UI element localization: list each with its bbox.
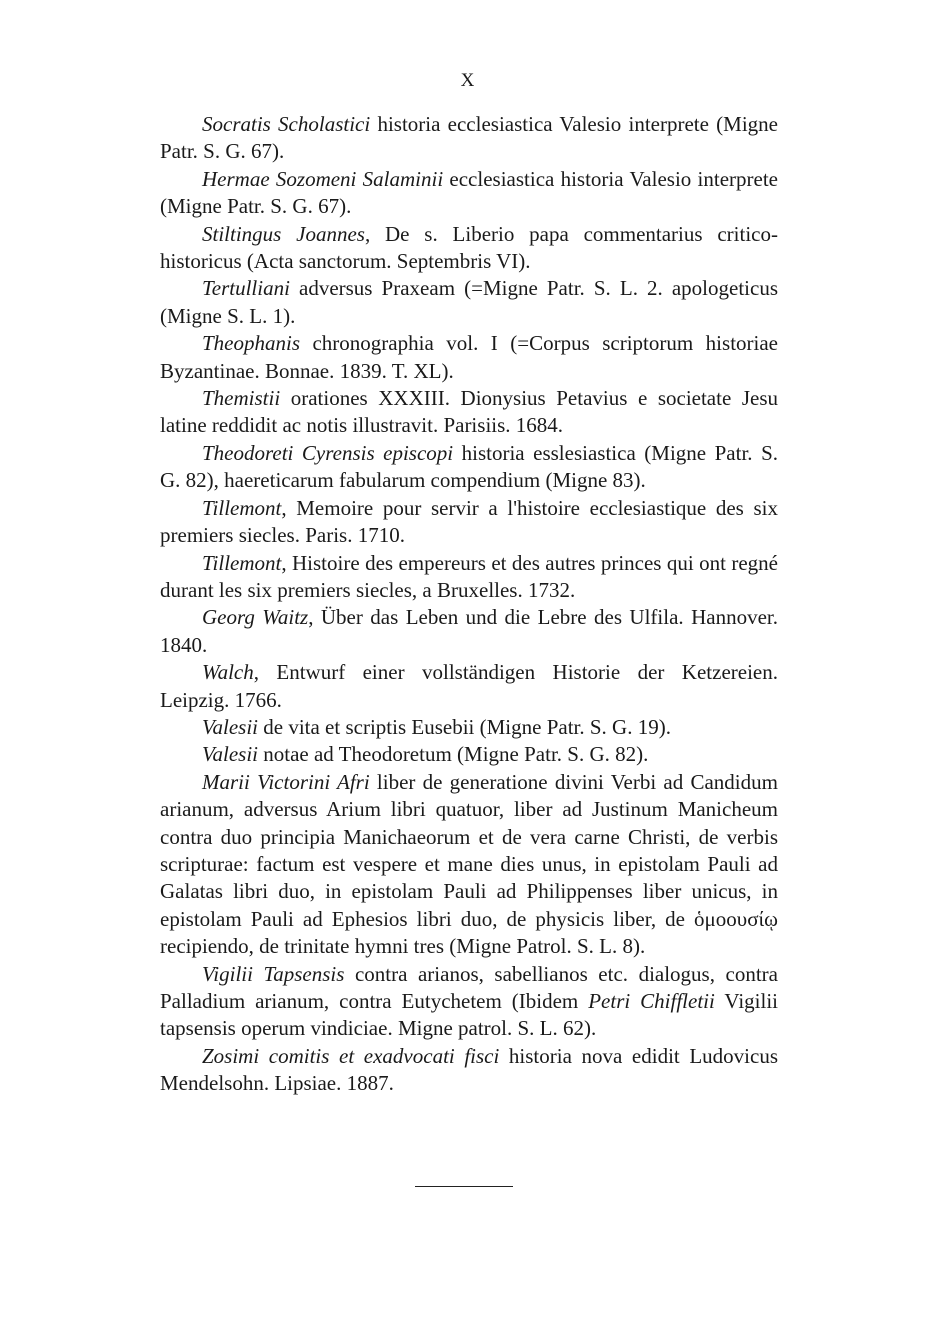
bibliography-list xyxy=(160,111,778,1098)
bibliography-entry xyxy=(160,221,778,276)
bibliography-entry xyxy=(160,741,778,768)
entry-text: liber de generatione divini Verbi ad Candidum arianum, adversus Arium libri quatuor, liber ad Justinum Manicheum contra duo principia Manichaeorum et de vera carne Christi, de verbis scripturae: factum est vespere et mane dies unus, in epistolam Pauli ad Galatas libri duo, in epistolam Pauli ad Philippenses liber unicus, in epistolam Pauli ad Ephesios libri duo, de physicis liber, de ὁμοουσίῳ recipiendo, de trinitate hymni tres (Migne Patrol. S. L. 8). xyxy=(160,769,778,959)
entry-text: ecclesiastica historia Valesio interprete (Migne Patr. S. G. 67). xyxy=(160,166,778,219)
author-name: Tertulliani xyxy=(202,276,290,301)
bibliography-entry xyxy=(160,440,778,495)
entry-text: orationes XXXIII. Dionysius Petavius e societate Jesu latine reddidit ac notis illustravit. Parisiis. 1684. xyxy=(160,386,778,438)
author-name: Hermae Sozomeni Salaminii xyxy=(202,166,444,191)
bibliography-entry xyxy=(160,111,778,166)
bibliography-entry xyxy=(160,961,778,1043)
bibliography-entry xyxy=(160,769,778,961)
author-name: Tillemont xyxy=(202,495,282,520)
entry-text: historia nova edidit Ludovicus Mendelsohn. Lipsiae. 1887. xyxy=(160,1043,778,1096)
entry-text: chronographia vol. I (=Corpus scriptorum historiae Byzantinae. Bonnae. 1839. T. XL). xyxy=(160,331,778,383)
bibliography-entry xyxy=(160,550,778,605)
entry-text: adversus Praxeam (=Migne Patr. S. L. 2. apologeticus (Migne S. L. 1). xyxy=(160,276,778,328)
entry-text: contra arianos, sabellianos etc. dialogus, contra Palladium arianum, contra Eutychetem (Ibidem xyxy=(160,961,778,1013)
bibliography-entry xyxy=(160,166,778,221)
author-name: Walch xyxy=(202,660,254,685)
entry-text: de vita et scriptis Eusebii (Migne Patr. S. G. 19). xyxy=(258,714,671,739)
author-name: Theophanis xyxy=(202,331,301,356)
entry-text: Vigilii tapsensis operum vindiciae. Migne patrol. S. L. 62). xyxy=(160,989,778,1041)
author-name: Stiltingus Joannes xyxy=(202,221,365,246)
page-number: X xyxy=(460,70,476,91)
entry-text: , Entwurf einer vollständigen Historie der Ketzereien. Leipzig. 1766. xyxy=(160,660,778,712)
entry-text: historia esslesiastica (Migne Patr. S. G. 82), haereticarum fabularum compendium (Migne 83). xyxy=(160,440,778,493)
bibliography-entry xyxy=(160,1043,778,1098)
author-name: Valesii xyxy=(202,742,258,767)
entry-text: , Über das Leben und die Lebre des Ulfila. Hannover. 1840. xyxy=(160,605,778,657)
bibliography-entry xyxy=(160,495,778,550)
bibliography-entry xyxy=(160,714,778,741)
author-name: Themistii xyxy=(202,386,281,411)
bibliography-entry xyxy=(160,275,778,330)
entry-text: notae ad Theodoretum (Migne Patr. S. G. 82). xyxy=(258,742,649,767)
bibliography-entry xyxy=(160,604,778,659)
author-name: Valesii xyxy=(202,714,258,739)
author-name: Tillemont xyxy=(202,550,282,575)
author-name: Georg Waitz xyxy=(202,605,309,630)
closing-rule xyxy=(415,1186,513,1187)
author-name: Theodoreti Cyrensis episcopi xyxy=(202,440,454,465)
author-name: Socratis Scholastici xyxy=(202,112,371,136)
entry-text: , Memoire pour servir a l'histoire ecclesiastique des six premiers siecles. Paris. 1710. xyxy=(160,495,778,548)
bibliography-entry xyxy=(160,385,778,440)
entry-text: , De s. Liberio papa commentarius critico-historicus (Acta sanctorum. Septembris VI). xyxy=(160,221,778,274)
bibliography-entry xyxy=(160,330,778,385)
entry-text: historia ecclesiastica Valesio interprete (Migne Patr. S. G. 67). xyxy=(160,112,778,164)
author-name: Zosimi comitis et exadvocati fisci xyxy=(202,1043,500,1068)
author-name: Marii Victorini Afri xyxy=(202,769,370,794)
author-name: Petri Chiffletii xyxy=(588,989,715,1013)
entry-text: , Histoire des empereurs et des autres princes qui ont regné durant les six premiers siecles, a Bruxelles. 1732. xyxy=(160,550,778,602)
author-name: Vigilii Tapsensis xyxy=(202,961,345,986)
bibliography-entry xyxy=(160,659,778,714)
